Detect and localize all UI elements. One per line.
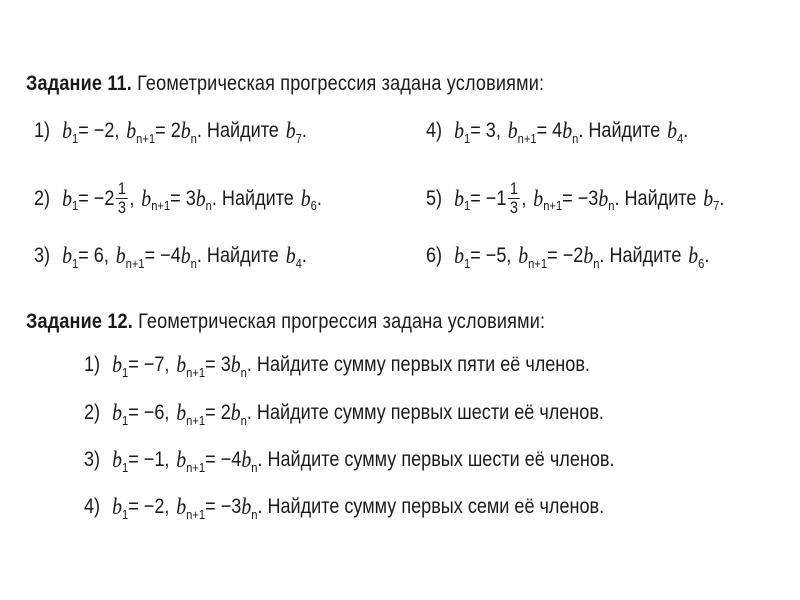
bn1-subscript: n+1 bbox=[543, 198, 563, 213]
end-period: . bbox=[301, 119, 307, 142]
bn-subscript: n bbox=[572, 130, 579, 146]
bn-symbol: b bbox=[195, 185, 206, 211]
target-symbol: b bbox=[688, 243, 699, 268]
find-text: . Найдите сумму первых семи её членов. bbox=[257, 495, 605, 518]
fraction bbox=[116, 180, 128, 217]
task11-problem-1 bbox=[34, 118, 307, 144]
task12-problem-1 bbox=[84, 352, 590, 378]
fraction-denominator: 3 bbox=[509, 198, 518, 217]
find-text: . Найдите bbox=[614, 186, 697, 210]
recurrence-coef: = −2 bbox=[547, 244, 584, 267]
task11-title: Геометрическая прогрессия задана условиями: bbox=[137, 72, 545, 95]
bn1-symbol: b bbox=[141, 185, 152, 211]
find-text: . Найдите bbox=[211, 186, 294, 210]
b1-symbol: b bbox=[454, 185, 465, 211]
recurrence-coef: = −3 bbox=[205, 495, 242, 518]
find-text: . Найдите сумму первых шести её членов. bbox=[246, 401, 604, 424]
find-text: . Найдите сумму первых пяти её членов. bbox=[246, 353, 590, 376]
b1-symbol: b bbox=[62, 185, 73, 211]
end-period: . bbox=[683, 119, 689, 142]
bn1-symbol: b bbox=[518, 243, 529, 268]
b1-value: = 6, bbox=[78, 244, 109, 267]
task12-heading bbox=[26, 310, 545, 334]
problem-number: 2) bbox=[84, 401, 101, 424]
problem-number: 2) bbox=[34, 186, 51, 210]
bn-subscript: n bbox=[251, 459, 258, 475]
bn1-symbol: b bbox=[176, 494, 187, 519]
b1-subscript: 1 bbox=[464, 255, 471, 271]
b1-subscript: 1 bbox=[464, 130, 471, 146]
b1-subscript: 1 bbox=[122, 506, 129, 522]
target-subscript: 6 bbox=[698, 255, 705, 271]
task11-problem-5 bbox=[426, 180, 724, 217]
b1-value: = 3, bbox=[470, 119, 501, 142]
bn-symbol: b bbox=[230, 400, 241, 425]
task11-problem-3 bbox=[34, 243, 307, 269]
b1-value: = −7, bbox=[128, 353, 170, 376]
b1-value: = −6, bbox=[128, 401, 170, 424]
b1-subscript: 1 bbox=[72, 198, 79, 213]
target-subscript: 4 bbox=[295, 255, 302, 271]
target-symbol: b bbox=[300, 185, 311, 211]
bn1-symbol: b bbox=[176, 400, 187, 425]
b1-symbol: b bbox=[112, 400, 123, 425]
b1-subscript: 1 bbox=[72, 255, 79, 271]
task11-label: Задание 11. bbox=[26, 72, 132, 95]
recurrence-coef: = 2 bbox=[155, 119, 181, 142]
problem-number: 6) bbox=[426, 244, 443, 267]
bn1-symbol: b bbox=[533, 185, 544, 211]
bn-symbol: b bbox=[180, 118, 191, 143]
bn1-symbol: b bbox=[176, 447, 187, 472]
b1-symbol: b bbox=[454, 118, 465, 143]
bn1-subscript: n+1 bbox=[125, 255, 145, 271]
problem-number: 1) bbox=[34, 119, 51, 142]
end-period: . bbox=[704, 244, 710, 267]
recurrence-coef: = 4 bbox=[536, 119, 563, 142]
target-subscript: 6 bbox=[310, 198, 317, 213]
recurrence-coef: = 3 bbox=[205, 353, 231, 376]
bn1-subscript: n+1 bbox=[186, 459, 206, 475]
fraction bbox=[508, 180, 520, 217]
target-subscript: 4 bbox=[677, 130, 684, 146]
bn-subscript: n bbox=[190, 255, 197, 271]
fraction-denominator: 3 bbox=[117, 198, 126, 217]
b1-symbol: b bbox=[454, 243, 465, 268]
b1-subscript: 1 bbox=[122, 459, 129, 475]
problem-number: 3) bbox=[34, 244, 51, 267]
problem-number: 4) bbox=[426, 119, 443, 142]
bn-subscript: n bbox=[240, 412, 247, 428]
recurrence-coef: = −3 bbox=[562, 186, 599, 210]
recurrence-coef: = −4 bbox=[144, 244, 181, 267]
task12-label: Задание 12. bbox=[26, 310, 133, 333]
find-text: . Найдите сумму первых шести её членов. bbox=[257, 448, 615, 471]
b1-symbol: b bbox=[62, 118, 73, 143]
b1-subscript: 1 bbox=[464, 198, 471, 213]
problem-number: 4) bbox=[84, 495, 101, 518]
task11-problem-4 bbox=[426, 118, 688, 144]
task12-problem-2 bbox=[84, 400, 604, 426]
bn-symbol: b bbox=[241, 494, 252, 519]
bn-subscript: n bbox=[593, 255, 600, 271]
bn1-subscript: n+1 bbox=[528, 255, 548, 271]
task12-problem-3 bbox=[84, 447, 614, 473]
b1-value: = −1 bbox=[470, 186, 507, 210]
find-text: . Найдите bbox=[196, 119, 279, 142]
bn1-subscript: n+1 bbox=[136, 130, 156, 146]
bn-subscript: n bbox=[190, 130, 197, 146]
b1-symbol: b bbox=[112, 352, 123, 377]
bn1-symbol: b bbox=[126, 118, 137, 143]
target-symbol: b bbox=[285, 118, 296, 143]
target-symbol: b bbox=[667, 118, 678, 143]
b1-value: = −2 bbox=[78, 186, 115, 210]
bn-subscript: n bbox=[205, 198, 212, 213]
bn-symbol: b bbox=[180, 243, 191, 268]
bn1-subscript: n+1 bbox=[186, 364, 206, 380]
bn-subscript: n bbox=[608, 198, 615, 213]
task12-problem-4 bbox=[84, 494, 604, 520]
bn-symbol: b bbox=[562, 118, 573, 143]
bn1-subscript: n+1 bbox=[517, 130, 537, 146]
problem-number: 5) bbox=[426, 186, 443, 210]
bn1-symbol: b bbox=[115, 243, 126, 268]
task11-heading bbox=[26, 72, 544, 96]
fraction-numerator: 1 bbox=[509, 179, 518, 198]
bn-subscript: n bbox=[240, 364, 247, 380]
bn1-subscript: n+1 bbox=[186, 506, 206, 522]
comma: , bbox=[521, 186, 527, 210]
b1-value: = −5, bbox=[470, 244, 512, 267]
find-text: . Найдите bbox=[196, 244, 279, 267]
end-period: . bbox=[301, 244, 307, 267]
bn1-symbol: b bbox=[176, 352, 187, 377]
b1-symbol: b bbox=[112, 447, 123, 472]
task12-title: Геометрическая прогрессия задана условиями: bbox=[138, 310, 546, 333]
fraction-numerator: 1 bbox=[117, 179, 126, 198]
bn-symbol: b bbox=[241, 447, 252, 472]
comma: , bbox=[129, 186, 135, 210]
end-period: . bbox=[316, 186, 322, 210]
target-subscript: 7 bbox=[295, 130, 302, 146]
bn1-symbol: b bbox=[507, 118, 518, 143]
bn1-subscript: n+1 bbox=[186, 412, 206, 428]
recurrence-coef: = 3 bbox=[170, 186, 196, 210]
b1-subscript: 1 bbox=[72, 130, 79, 146]
target-symbol: b bbox=[703, 185, 714, 211]
end-period: . bbox=[719, 186, 725, 210]
b1-value: = −1, bbox=[128, 448, 170, 471]
b1-subscript: 1 bbox=[122, 412, 129, 428]
bn1-subscript: n+1 bbox=[151, 198, 171, 213]
recurrence-coef: = 2 bbox=[205, 401, 231, 424]
b1-symbol: b bbox=[62, 243, 73, 268]
b1-symbol: b bbox=[112, 494, 123, 519]
task11-problem-2 bbox=[34, 180, 322, 217]
target-symbol: b bbox=[285, 243, 296, 268]
b1-value: = −2, bbox=[128, 495, 170, 518]
problem-number: 3) bbox=[84, 448, 101, 471]
find-text: . Найдите bbox=[578, 119, 661, 142]
bn-subscript: n bbox=[251, 506, 258, 522]
recurrence-coef: = −4 bbox=[205, 448, 242, 471]
bn-symbol: b bbox=[230, 352, 241, 377]
b1-subscript: 1 bbox=[122, 364, 129, 380]
find-text: . Найдите bbox=[599, 244, 682, 267]
b1-value: = −2, bbox=[78, 119, 120, 142]
problem-number: 1) bbox=[84, 353, 101, 376]
target-subscript: 7 bbox=[713, 198, 720, 213]
task11-problem-6 bbox=[426, 243, 709, 269]
bn-symbol: b bbox=[598, 185, 609, 211]
bn-symbol: b bbox=[583, 243, 594, 268]
